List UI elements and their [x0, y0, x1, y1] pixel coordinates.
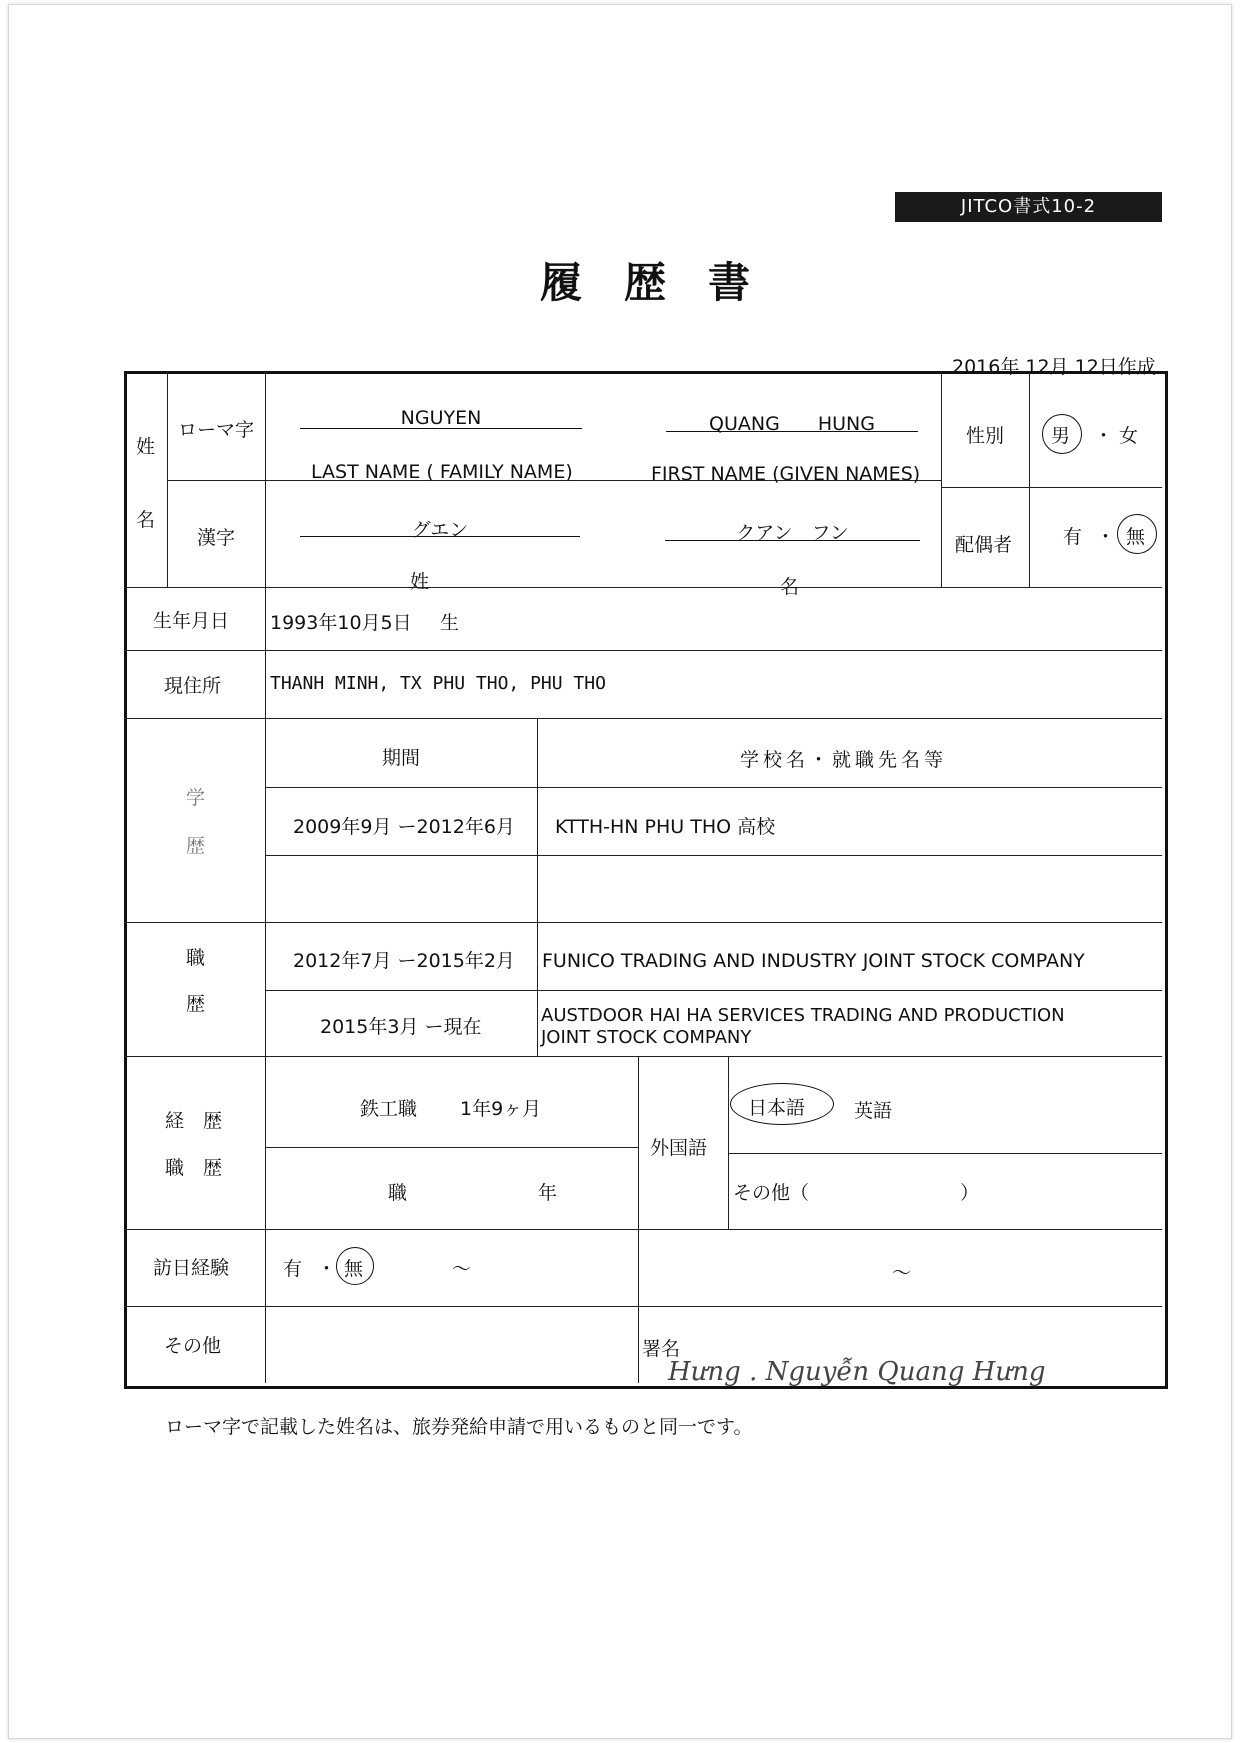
first-name-caption: FIRST NAME (GIVEN NAMES)	[651, 463, 921, 485]
resume-table	[124, 371, 1168, 1389]
experience-blank-job: 職	[388, 1182, 408, 1204]
divider	[124, 1306, 1162, 1307]
education-label-1: 学	[186, 787, 206, 809]
kanji-first-name: クアン フン	[736, 522, 849, 544]
gender-separator: ・	[1094, 425, 1114, 447]
name-label-sei: 姓	[136, 436, 156, 458]
gender-male: 男	[1051, 425, 1071, 447]
address-value: THANH MINH, TX PHU THO, PHU THO	[270, 673, 606, 694]
experience-label-1: 経 歴	[165, 1110, 223, 1132]
birth-label: 生年月日	[153, 610, 230, 632]
work-label-1: 職	[186, 947, 206, 969]
gender-label: 性別	[966, 425, 1005, 447]
education-label-2: 歴	[186, 835, 206, 857]
divider	[265, 990, 1162, 991]
romaji-first-name: QUANG HUNG	[709, 413, 875, 435]
work-company-2-line-1: AUSTDOOR HAI HA SERVICES TRADING AND PRODUCTION	[541, 1005, 1065, 1026]
divider	[124, 1056, 1162, 1057]
language-label: 外国語	[650, 1137, 708, 1159]
divider	[167, 371, 168, 587]
form-code-badge: JITCO書式10-2	[895, 192, 1162, 222]
divider	[728, 1153, 1162, 1154]
language-japanese: 日本語	[748, 1097, 806, 1119]
divider	[124, 650, 1162, 651]
language-english: 英語	[854, 1100, 893, 1122]
work-period-1: 2012年7月 ー2015年2月	[293, 950, 515, 972]
divider	[941, 487, 1162, 488]
footer-note: ローマ字で記載した姓名は、旅券発給申請で用いるものと同一です。	[165, 1416, 753, 1438]
work-company-2-line-2: JOINT STOCK COMPANY	[541, 1027, 752, 1048]
divider	[638, 1056, 639, 1383]
name-label-mei: 名	[136, 509, 156, 531]
japan-visit-yes: 有	[283, 1258, 303, 1280]
experience-duration: 1年9ヶ月	[460, 1098, 542, 1120]
divider	[124, 718, 1162, 719]
created-date: 2016年 12月 12日作成	[952, 356, 1156, 378]
work-company-1: FUNICO TRADING AND INDUSTRY JOINT STOCK COMPANY	[542, 950, 1085, 972]
divider	[124, 1229, 1162, 1230]
kanji-last-name: グエン	[411, 519, 469, 541]
japan-visit-label: 訪日経験	[153, 1257, 230, 1279]
work-label-2: 歴	[186, 993, 206, 1015]
education-period: 2009年9月 ー2012年6月	[293, 816, 515, 838]
divider	[728, 1056, 729, 1229]
spouse-label: 配偶者	[955, 534, 1013, 556]
birth-suffix: 生	[440, 612, 460, 634]
japan-visit-no: 無	[344, 1258, 364, 1280]
birth-date: 1993年10月5日	[270, 612, 412, 634]
divider	[1029, 371, 1030, 587]
romaji-label: ローマ字	[178, 419, 255, 441]
underline	[666, 431, 918, 432]
gender-female: 女	[1119, 425, 1139, 447]
underline	[300, 428, 582, 429]
signature: Hưng . Nguyễn Quang Hưng	[668, 1357, 1046, 1387]
underline	[665, 540, 920, 541]
language-other-label: その他（	[733, 1182, 810, 1204]
kanji-label: 漢字	[197, 527, 236, 549]
address-label: 現住所	[164, 675, 222, 697]
period-header: 期間	[382, 747, 421, 769]
last-name-caption: LAST NAME ( FAMILY NAME)	[311, 461, 573, 483]
romaji-last-name: NGUYEN	[400, 407, 482, 429]
divider	[124, 922, 1162, 923]
spouse-separator: ・	[1096, 526, 1116, 548]
divider	[265, 1147, 638, 1148]
underline	[300, 536, 580, 537]
divider	[941, 371, 942, 587]
language-other-close: ）	[960, 1182, 980, 1204]
experience-blank-year: 年	[538, 1182, 558, 1204]
kanji-first-caption: 名	[780, 576, 800, 598]
spouse-no: 無	[1126, 526, 1146, 548]
kanji-last-caption: 姓	[410, 571, 430, 593]
divider	[537, 718, 538, 1056]
experience-label-2: 職 歴	[165, 1157, 223, 1179]
japan-visit-tilde-1: 〜	[452, 1258, 472, 1280]
signature-label: 署名	[642, 1338, 681, 1360]
school-header: 学校名・就職先名等	[740, 749, 948, 771]
other-label: その他	[164, 1335, 222, 1357]
education-school: KTTH-HN PHU THO 高校	[555, 816, 776, 838]
divider	[124, 587, 1162, 588]
experience-job: 鉄工職	[360, 1098, 418, 1120]
work-period-2: 2015年3月 ー現在	[320, 1016, 482, 1038]
divider	[265, 855, 1162, 856]
document-title: 履歴書	[540, 258, 793, 307]
divider	[265, 371, 266, 1383]
japan-visit-separator: ・	[317, 1258, 337, 1280]
spouse-yes: 有	[1063, 526, 1083, 548]
japan-visit-tilde-2: 〜	[892, 1262, 912, 1284]
divider	[265, 787, 1162, 788]
